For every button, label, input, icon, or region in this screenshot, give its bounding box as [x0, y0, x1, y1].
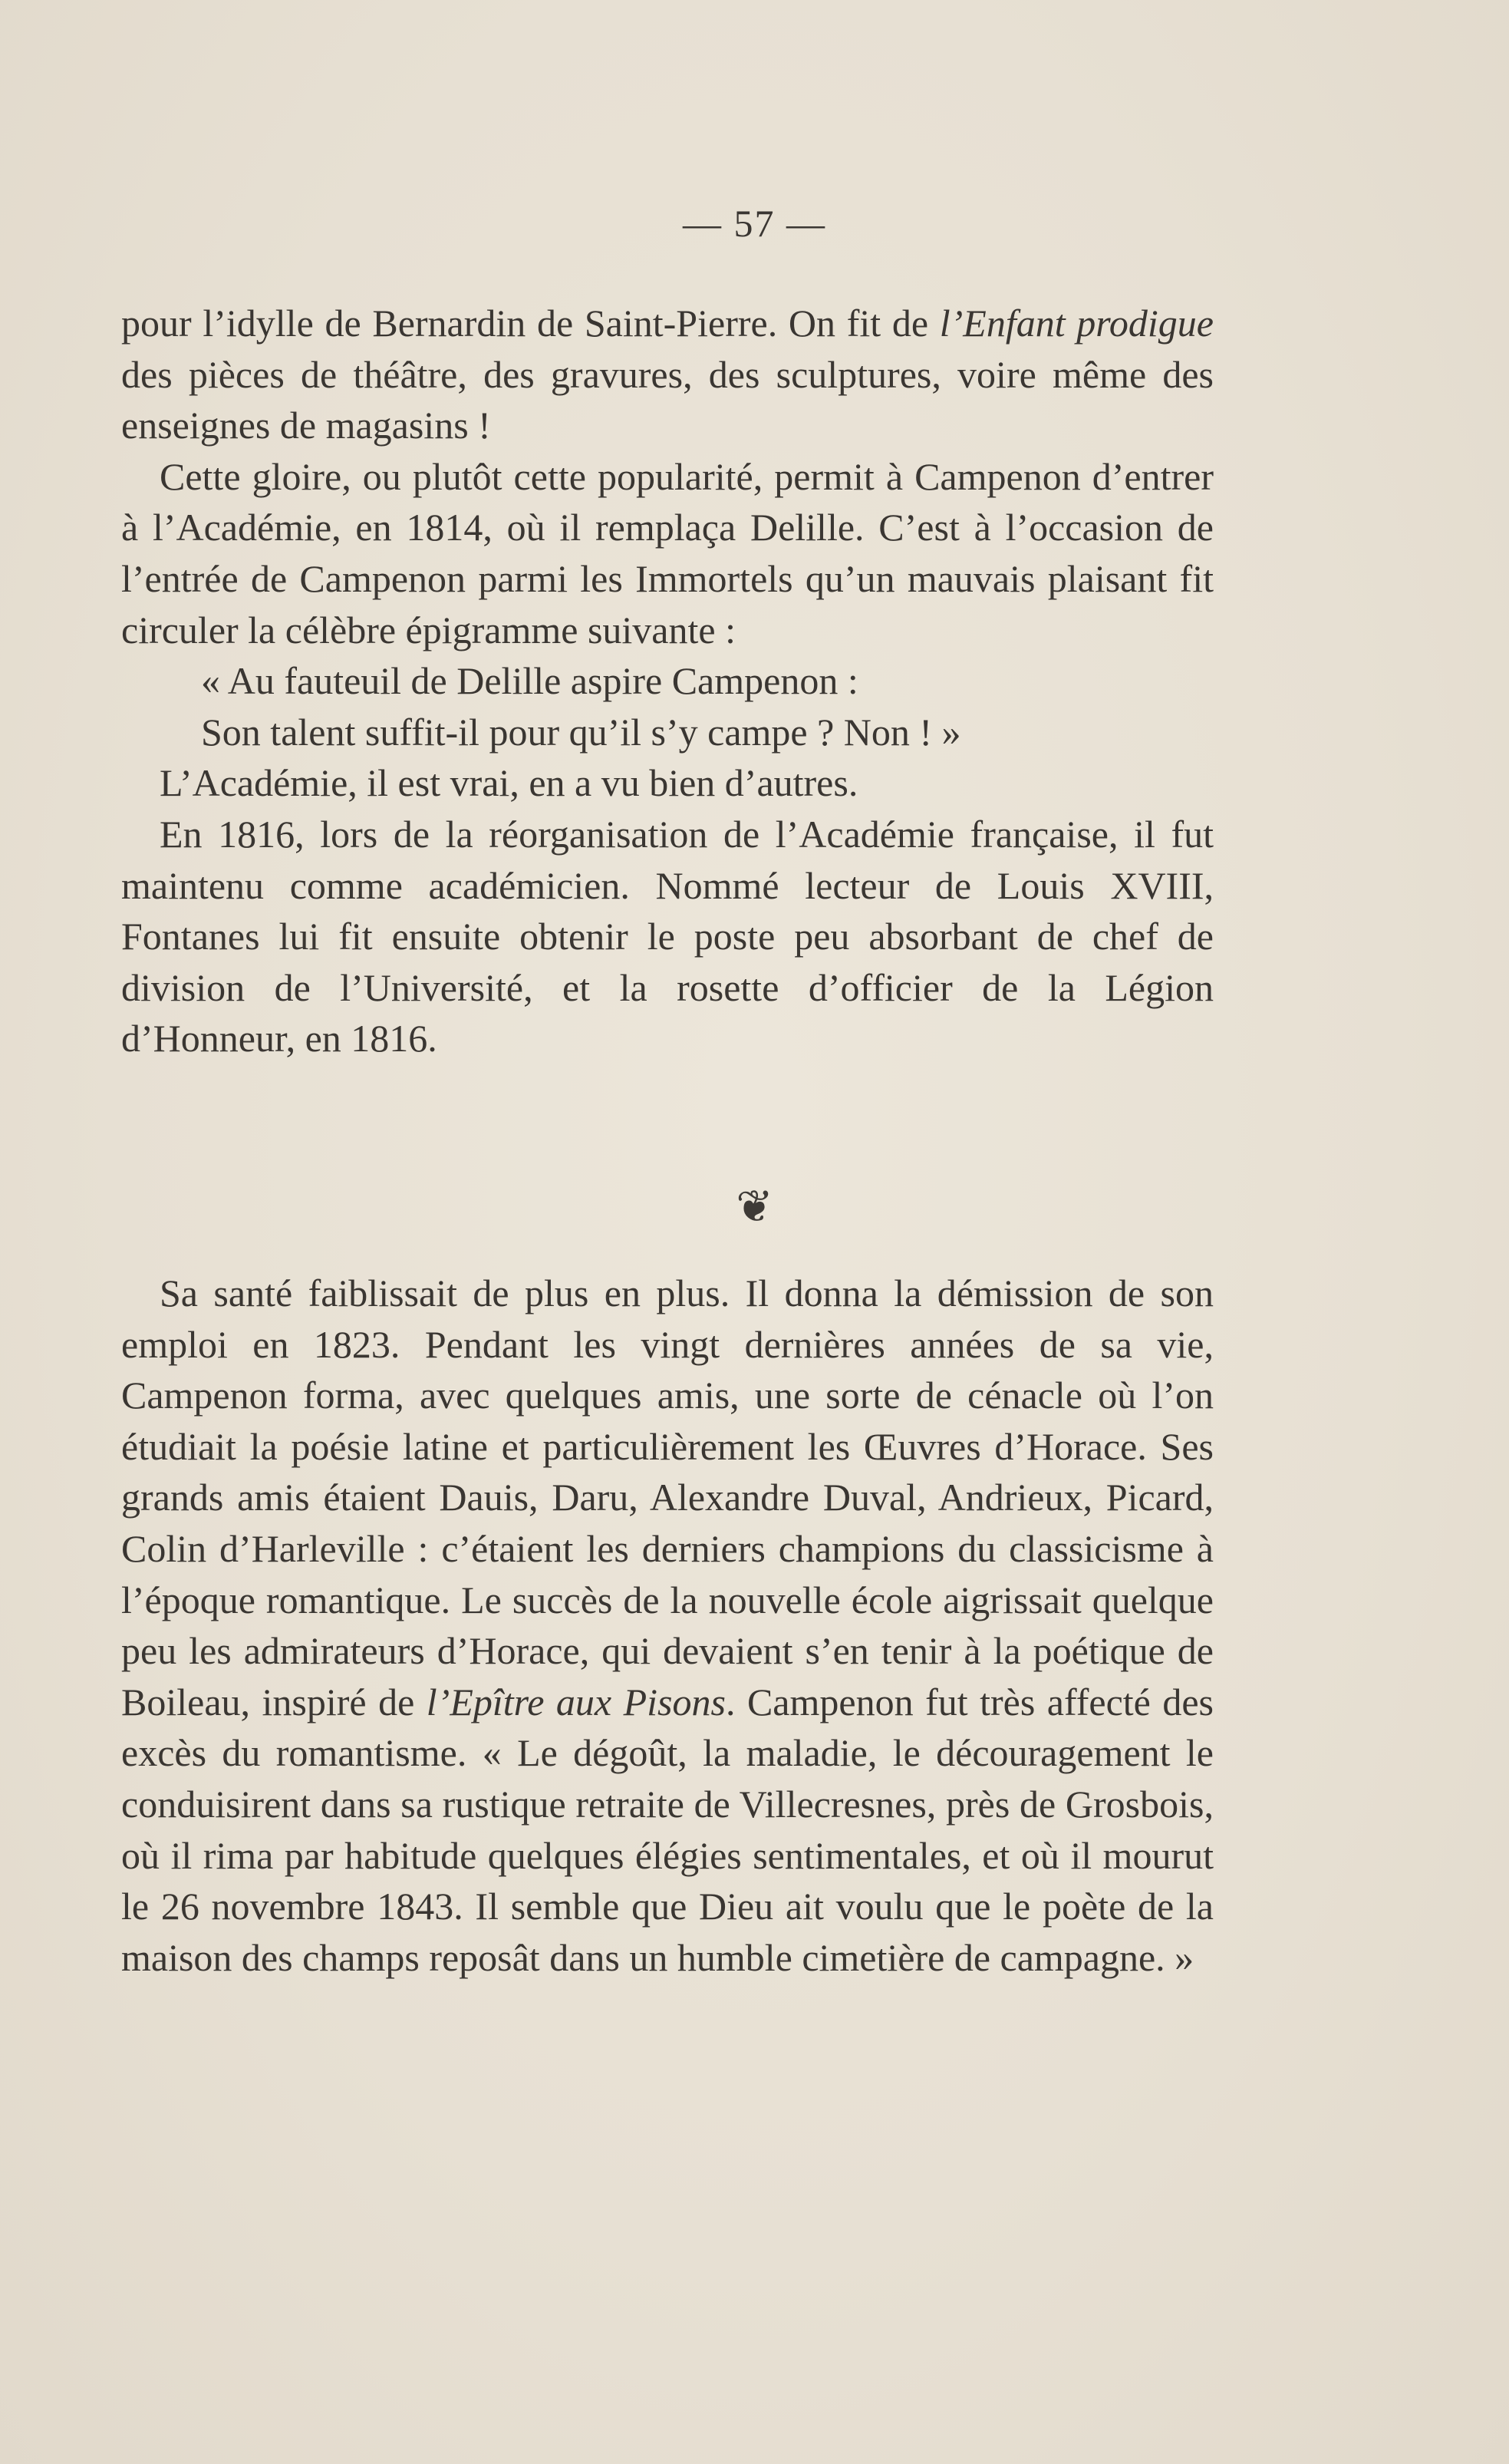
epigram-line-1: « Au fauteuil de Delille aspire Campenon :	[201, 659, 858, 703]
page-number: — 57 —	[683, 202, 826, 245]
paragraph-reorganisation: En 1816, lors de la réorganisation de l’Académie française, il fut maintenu comme académicien. Nommé lecteur de Louis XVIII, Fontanes lui fit ensuite obtenir le poste peu absorbant de chef de division de l’Université, et la rosette d’officier de la Légion d’Honneur, en 1816.	[121, 812, 1214, 1060]
paragraph-remark: L’Académie, il est vrai, en a vu bien d’autres.	[160, 761, 858, 805]
text-block-top	[121, 298, 1214, 1064]
paragraph-text: des pièces de théâtre, des gravures, des sculptures, voire même des enseignes de magasins !	[121, 352, 1214, 447]
fleuron-icon: ❦	[736, 1182, 773, 1232]
work-title: l’Enfant prodigue	[939, 302, 1214, 345]
paragraph-sante	[121, 1268, 1214, 1983]
paragraph-continuation	[121, 298, 1214, 451]
epigram-line-2: Son talent suffit-il pour qu’il s’y campe ? Non ! »	[201, 710, 961, 754]
paragraph-text: Sa santé faiblissait de plus en plus. Il donna la démission de son emploi en 1823. Pendant les vingt dernières années de sa vie, Campenon forma, avec quelques amis, une sorte de cénacle où l’on étudiait la poésie latine et particulièrement les Œuvres d’Horace. Ses grands amis étaient Dauis, Daru, Alexandre Duval, Andrieux, Picard, Colin d’Harleville : c’étaient les derniers champions du classicisme à l’époque romantique. Le succès de la nouvelle école aigrissait quelque peu les admirateurs d’Horace, qui devaient s’en tenir à la poétique de Boileau, inspiré de	[121, 1272, 1214, 1723]
paragraph-text: . Campenon fut très affecté des excès du romantisme. « Le dégoût, la maladie, le découragement le conduisirent dans sa rustique retraite de Villecresnes, près de Grosbois, où il rima par habitude quelques élégies sentimentales, et où il mourut le 26 novembre 1843. Il semble que Dieu ait voulu que le poète de la maison des champs reposât dans un humble cimetière de campagne. »	[121, 1680, 1214, 1979]
paragraph-academie: Cette gloire, ou plutôt cette popularité, permit à Campenon d’entrer à l’Académie, en 1814, où il remplaça Delille. C’est à l’occasion de l’entrée de Campenon parmi les Immortels qu’un mauvais plaisant fit circuler la célèbre épigramme suivante :	[121, 454, 1214, 651]
text-block-bottom	[121, 1268, 1214, 1983]
paragraph-text: pour l’idylle de Bernardin de Saint-Pierre. On fit de	[121, 302, 940, 345]
work-title: l’Epître aux Pisons	[426, 1680, 726, 1723]
